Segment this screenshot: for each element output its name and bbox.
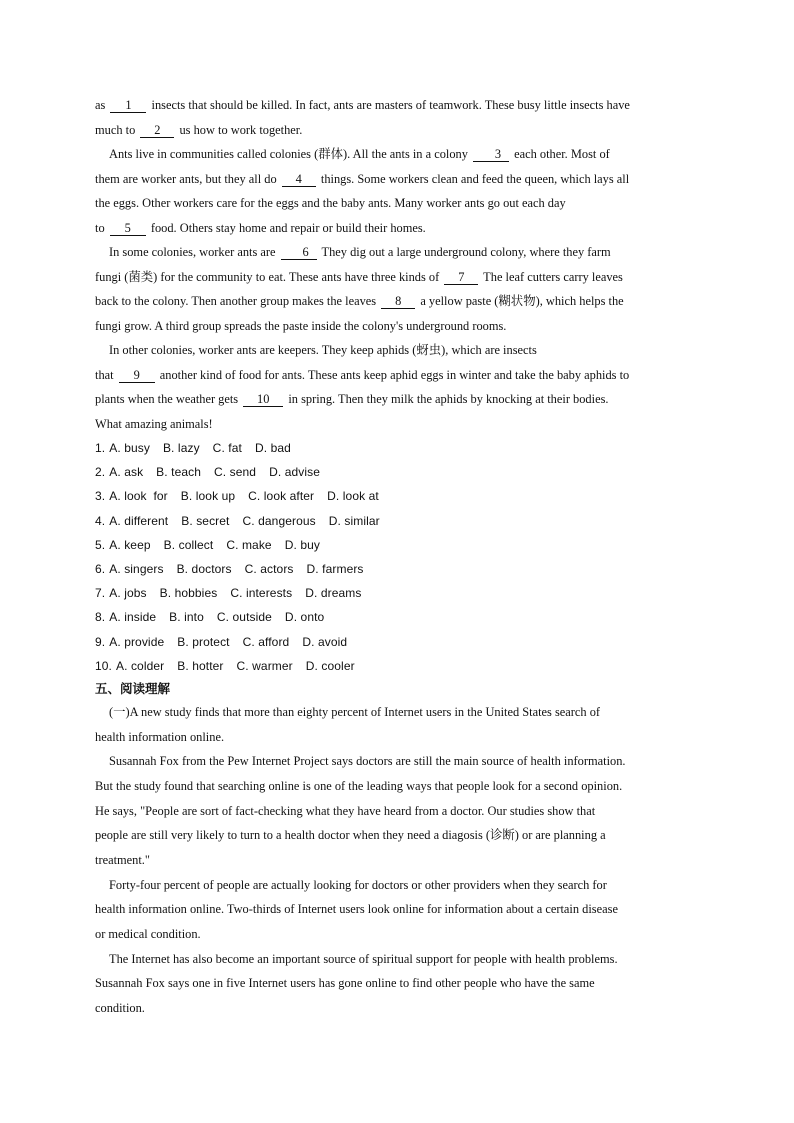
passage-text: that [95,367,117,382]
passage-text: them are worker ants, but they all do [95,171,280,186]
question-item [95,460,695,484]
answer-option: A. keep [109,537,151,552]
passage-text: plants when the weather gets [95,392,242,406]
reading-line: The Internet has also become an important source of spiritual support for people with health problems. [109,951,618,966]
question-number: 4. [95,513,106,528]
passage-line [95,142,695,167]
passage-text: as [95,98,109,112]
cloze-passage [95,93,695,436]
reading-line: (一)A new study finds that more than eighty percent of Internet users in the United States search of [109,704,601,719]
passage-text: They dig out a large underground colony, where they farm [318,245,611,259]
answer-blank: 10 [243,392,283,407]
passage-line [95,93,695,118]
passage-text: to [95,220,108,235]
answer-option: B. into [169,610,204,625]
passage-text: back to the colony. Then another group makes the leaves [95,294,380,308]
reading-line: or medical condition. [95,927,201,942]
question-item [95,630,695,654]
answer-blank: 5 [110,221,146,236]
question-number: 6. [95,561,106,576]
answer-option: B. doctors [176,561,232,576]
answer-option: A. singers [109,561,164,576]
answer-option: A. provide [109,634,165,649]
answer-option: C. outside [216,610,272,625]
answer-option: B. teach [156,465,201,480]
answer-option: B. look up [180,489,236,504]
answer-option: D. avoid [302,634,348,649]
answer-option: D. farmers [306,561,364,576]
answer-option: D. bad [254,441,291,455]
answer-option: A. look for [109,489,168,504]
question-item [95,509,695,533]
passage-line [95,314,695,339]
answer-option: C. look after [248,489,315,504]
passage-text: The leaf cutters carry leaves [480,269,623,284]
passage-text: food. Others stay home and repair or build their homes. [147,220,426,235]
answer-option: A. busy [109,441,150,455]
question-list [95,436,695,678]
answer-option: C. afford [242,634,290,649]
reading-line: He says, "People are sort of fact-checking what they have heard from a doctor. Our studies show that [95,803,596,818]
passage-text: Ants live in communities called colonies (群体). All the ants in a colony [109,147,472,161]
passage-text: In other colonies, worker ants are keepers. They keep aphids (蚜虫), which are insects [109,343,537,357]
question-number: 2. [95,465,106,480]
passage-line [95,167,695,192]
question-number: 3. [95,489,106,504]
passage-text: insects that should be killed. In fact, ants are masters of teamwork. These busy little insects have [148,98,630,112]
passage-text: a yellow paste (糊状物), which helps the [417,294,624,308]
answer-option: D. onto [284,610,325,625]
reading-line: people are still very likely to turn to a health doctor when they need a diagosis (诊断) or are planning a [95,828,606,843]
answer-option: D. advise [269,465,320,480]
answer-option: B. protect [177,634,230,649]
answer-blank: 2 [140,123,174,138]
answer-blank: 6 [281,245,317,260]
passage-text: things. Some workers clean and feed the queen, which lays all [317,171,630,186]
reading-line: But the study found that searching online is one of the leading ways that people look for a second opinion. [95,778,623,793]
answer-blank: 7 [444,270,478,285]
answer-option: C. actors [244,561,294,576]
question-item [95,484,695,508]
answer-option: D. similar [328,513,380,528]
reading-line: Susannah Fox from the Pew Internet Project says doctors are still the main source of health information. [109,754,626,769]
document-page [95,93,695,1021]
question-number: 7. [95,586,106,601]
answer-option: A. different [109,513,169,528]
passage-text: each other. Most of [511,147,610,161]
passage-text: another kind of food for ants. These ants keep aphid eggs in winter and take the baby aphids to [156,367,630,382]
answer-option: B. lazy [162,441,200,455]
question-item [95,533,695,557]
answer-blank: 8 [381,294,415,309]
passage-text: the eggs. Other workers care for the eggs and the baby ants. Many worker ants go out each day [95,196,566,210]
question-number: 8. [95,610,106,625]
reading-line: treatment." [95,853,150,867]
answer-option: D. buy [284,537,320,552]
reading-line: Susannah Fox says one in five Internet users has gone online to find other people who have the same [95,976,595,991]
passage-line [95,412,695,437]
passage-line [95,289,695,314]
passage-line [95,240,695,265]
answer-option: A. inside [109,610,157,625]
question-number: 9. [95,634,106,649]
answer-option: D. cooler [305,658,355,673]
reading-line: Forty-four percent of people are actually looking for doctors or other providers when they search for [109,877,607,892]
reading-line: condition. [95,1001,145,1016]
passage-text: in spring. Then they milk the aphids by knocking at their bodies. [285,392,609,406]
answer-option: A. colder [115,658,165,673]
passage-line [95,118,695,143]
answer-option: D. dreams [305,586,362,601]
passage-line [95,363,695,388]
question-item [95,436,695,460]
passage-text: What amazing animals! [95,416,213,431]
passage-line [95,191,695,216]
answer-option: C. interests [230,586,293,601]
passage-text: fungi grow. A third group spreads the paste inside the colony's underground rooms. [95,318,507,333]
answer-option: C. send [214,465,257,480]
answer-option: A. jobs [109,586,147,601]
reading-passage [95,700,695,1021]
answer-option: B. hobbies [159,586,218,601]
passage-text: us how to work together. [176,122,303,137]
passage-line [95,265,695,290]
question-item [95,557,695,581]
question-item [95,581,695,605]
answer-option: C. warmer [236,658,293,673]
passage-text: fungi (菌类) for the community to eat. These ants have three kinds of [95,269,443,284]
question-item [95,605,695,629]
reading-line: health information online. Two-thirds of Internet users look online for information about a certain disease [95,902,618,917]
answer-option: C. fat [212,441,242,455]
question-number: 10. [95,658,112,673]
reading-line: health information online. [95,729,225,744]
answer-blank: 9 [119,368,155,383]
question-number: 1. [95,441,106,455]
answer-option: B. collect [163,537,214,552]
question-item [95,654,695,678]
answer-option: B. secret [181,513,230,528]
passage-line [95,216,695,241]
passage-text: much to [95,122,139,137]
passage-line [95,338,695,363]
question-number: 5. [95,537,106,552]
answer-blank: 1 [110,98,146,113]
answer-option: B. hotter [177,658,224,673]
answer-option: D. look at [327,489,379,504]
answer-blank: 4 [282,172,316,187]
section-title: 五、阅读理解 [95,680,171,696]
passage-text: In some colonies, worker ants are [109,245,279,259]
answer-option: C. dangerous [242,513,316,528]
passage-line [95,387,695,412]
answer-blank: 3 [473,147,509,162]
answer-option: A. ask [109,465,144,480]
answer-option: C. make [226,537,272,552]
